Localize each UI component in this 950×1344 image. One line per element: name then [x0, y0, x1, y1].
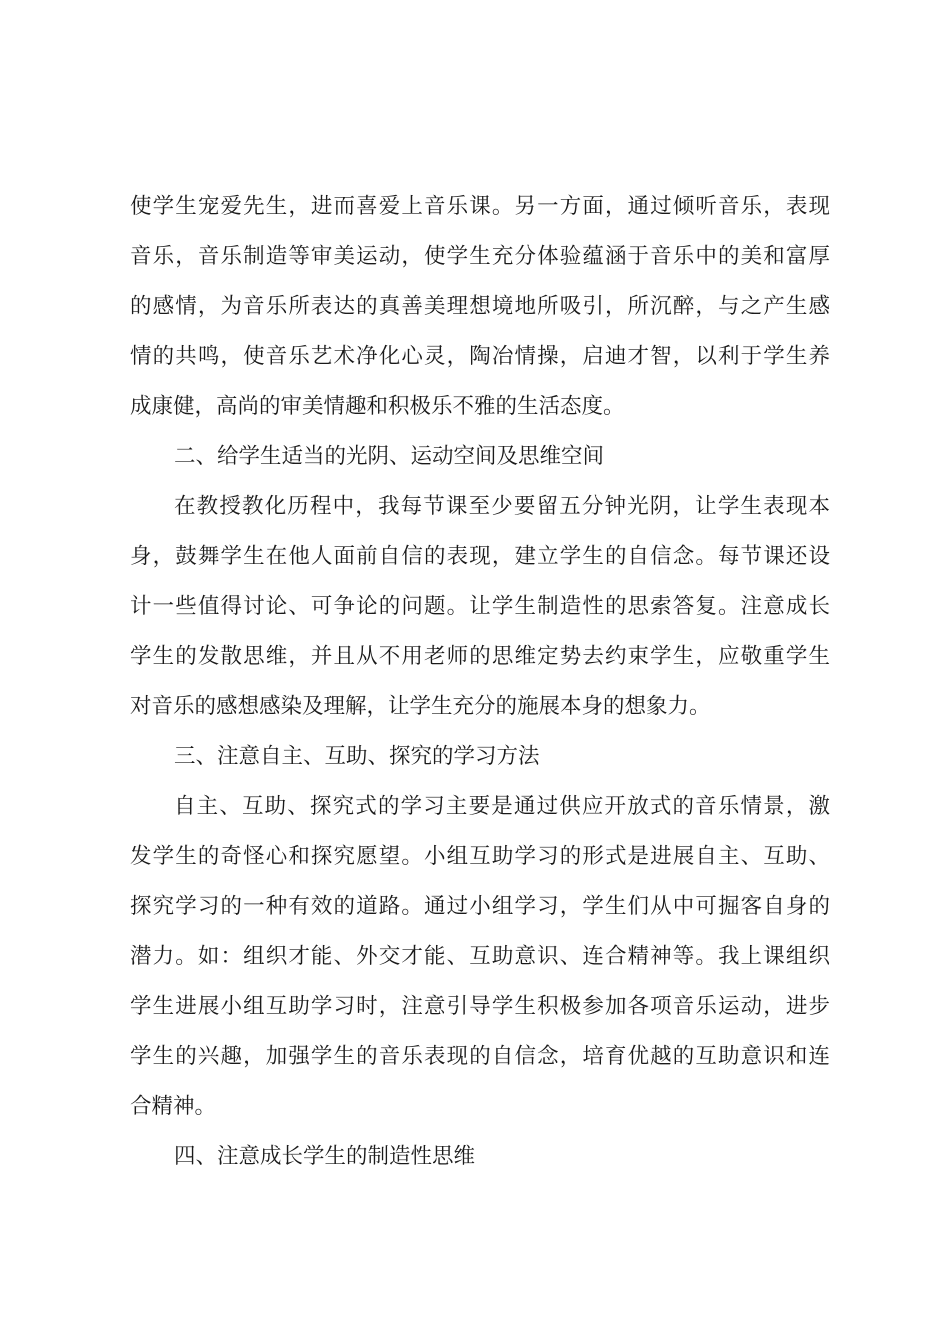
- text-line: 对音乐的感想感染及理解，让学生充分的施展本身的想象力。: [130, 694, 711, 719]
- section-heading-2: 二、给学生适当的光阴、运动空间及思维空间: [174, 444, 605, 469]
- text-line: 成康健，高尚的审美情趣和积极乐不雅的生活态度。: [130, 394, 625, 419]
- section-heading-4: 四、注意成长学生的制造性思维: [174, 1144, 476, 1169]
- text-line: 学生的发散思维，并且从不用老师的思维定势去约束学生，应敬重学生: [130, 644, 830, 669]
- text-line: 的感情，为音乐所表达的真善美理想境地所吸引，所沉醉，与之产生感: [130, 294, 830, 319]
- text-line: 身，鼓舞学生在他人面前自信的表现，建立学生的自信念。每节课还设: [130, 544, 830, 569]
- text-line: 计一些值得讨论、可争论的问题。让学生制造性的思索答复。注意成长: [130, 594, 830, 619]
- text-line: 发学生的奇怪心和探究愿望。小组互助学习的形式是进展自主、互助、: [130, 844, 830, 869]
- text-line: 自主、互助、探究式的学习主要是通过供应开放式的音乐情景，激: [174, 794, 830, 819]
- text-line: 学生进展小组互助学习时，注意引导学生积极参加各项音乐运动，进步: [130, 994, 830, 1019]
- text-line: 合精神。: [130, 1094, 217, 1119]
- text-line: 探究学习的一种有效的道路。通过小组学习，学生们从中可掘客自身的: [130, 894, 830, 919]
- section-heading-3: 三、注意自主、互助、探究的学习方法: [174, 744, 540, 769]
- text-line: 在教授教化历程中，我每节课至少要留五分钟光阴，让学生表现本: [174, 494, 830, 519]
- text-line: 情的共鸣，使音乐艺术净化心灵，陶冶情操，启迪才智，以利于学生养: [130, 344, 830, 369]
- text-line: 学生的兴趣，加强学生的音乐表现的自信念，培育优越的互助意识和连: [130, 1044, 830, 1069]
- text-line: 潜力。如：组织才能、外交才能、互助意识、连合精神等。我上课组织: [130, 944, 830, 969]
- text-line: 使学生宠爱先生，进而喜爱上音乐课。另一方面，通过倾听音乐，表现: [130, 194, 830, 219]
- text-line: 音乐，音乐制造等审美运动，使学生充分体验蕴涵于音乐中的美和富厚: [130, 244, 830, 269]
